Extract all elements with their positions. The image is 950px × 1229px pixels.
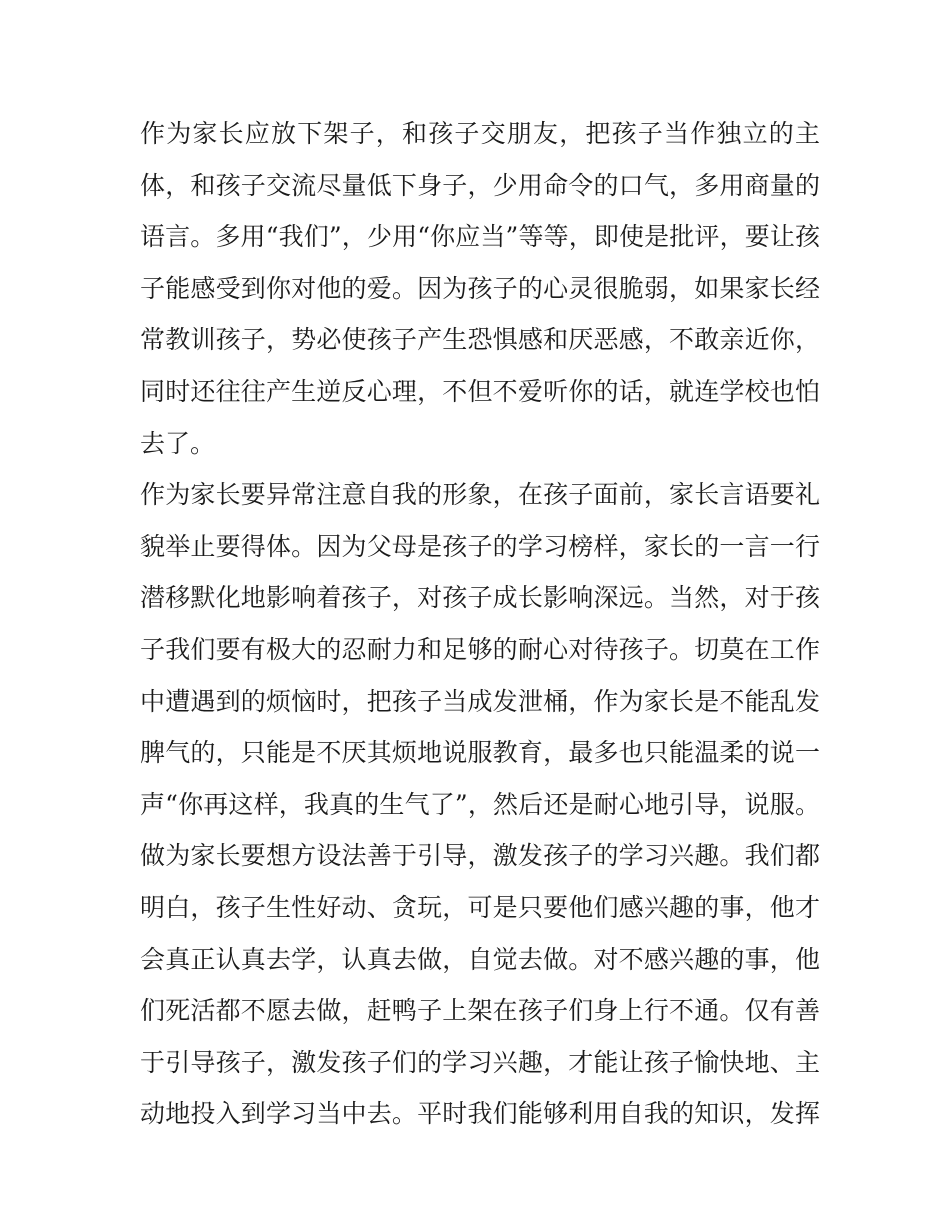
paragraph-line: 脾气的，只能是不厌其烦地说服教育，最多也只能温柔的说一: [140, 738, 820, 768]
paragraph-line: 子我们要有极大的忍耐力和足够的耐心对待孩子。切莫在工作: [140, 634, 820, 664]
paragraph-line: 常教训孩子，势必使孩子产生恐惧感和厌恶感，不敢亲近你，: [140, 325, 820, 355]
paragraph-line: 明白，孩子生性好动、贪玩，可是只要他们感兴趣的事，他才: [140, 892, 820, 922]
paragraph-line: 于引导孩子，激发孩子们的学习兴趣，才能让孩子愉快地、主: [140, 1047, 820, 1077]
paragraph-line-last: 去了。: [140, 428, 216, 458]
paragraph-line: 子能感受到你对他的爱。因为孩子的心灵很脆弱，如果家长经: [140, 273, 820, 303]
paragraph-line: 会真正认真去学，认真去做，自觉去做。对不感兴趣的事，他: [140, 944, 820, 974]
paragraph-line: 动地投入到学习当中去。平时我们能够利用自我的知识，发挥: [140, 1099, 820, 1129]
paragraph-line: 作为家长应放下架子，和孩子交朋友，把孩子当作独立的主: [140, 119, 820, 148]
paragraph-line: 中遭遇到的烦恼时，把孩子当成发泄桶，作为家长是不能乱发: [140, 686, 820, 716]
paragraph-line: 同时还往往产生逆反心理，不但不爱听你的话，就连学校也怕: [140, 376, 820, 406]
paragraph-3: [140, 830, 820, 1140]
paragraph-1: [140, 108, 820, 469]
paragraph-line-last: 声“你再这样，我真的生气了”，然后还是耐心地引导，说服。: [140, 789, 820, 819]
paragraph-line: 潜移默化地影响着孩子，对孩子成长影响深远。当然，对于孩: [140, 583, 820, 613]
document-body: [140, 108, 820, 1140]
paragraph-line: 作为家长要异常注意自我的形象，在孩子面前，家长言语要礼: [140, 480, 820, 510]
paragraph-line: 体，和孩子交流尽量低下身子，少用命令的口气，多用商量的: [140, 170, 820, 200]
paragraph-line: 语言。多用“我们”，少用“你应当”等等，即使是批评，要让孩: [140, 222, 820, 252]
paragraph-line: 们死活都不愿去做，赶鸭子上架在孩子们身上行不通。仅有善: [140, 996, 820, 1026]
paragraph-line: 做为家长要想方设法善于引导，激发孩子的学习兴趣。我们都: [140, 841, 820, 871]
paragraph-line: 貌举止要得体。因为父母是孩子的学习榜样，家长的一言一行: [140, 531, 820, 561]
paragraph-2: [140, 469, 820, 830]
